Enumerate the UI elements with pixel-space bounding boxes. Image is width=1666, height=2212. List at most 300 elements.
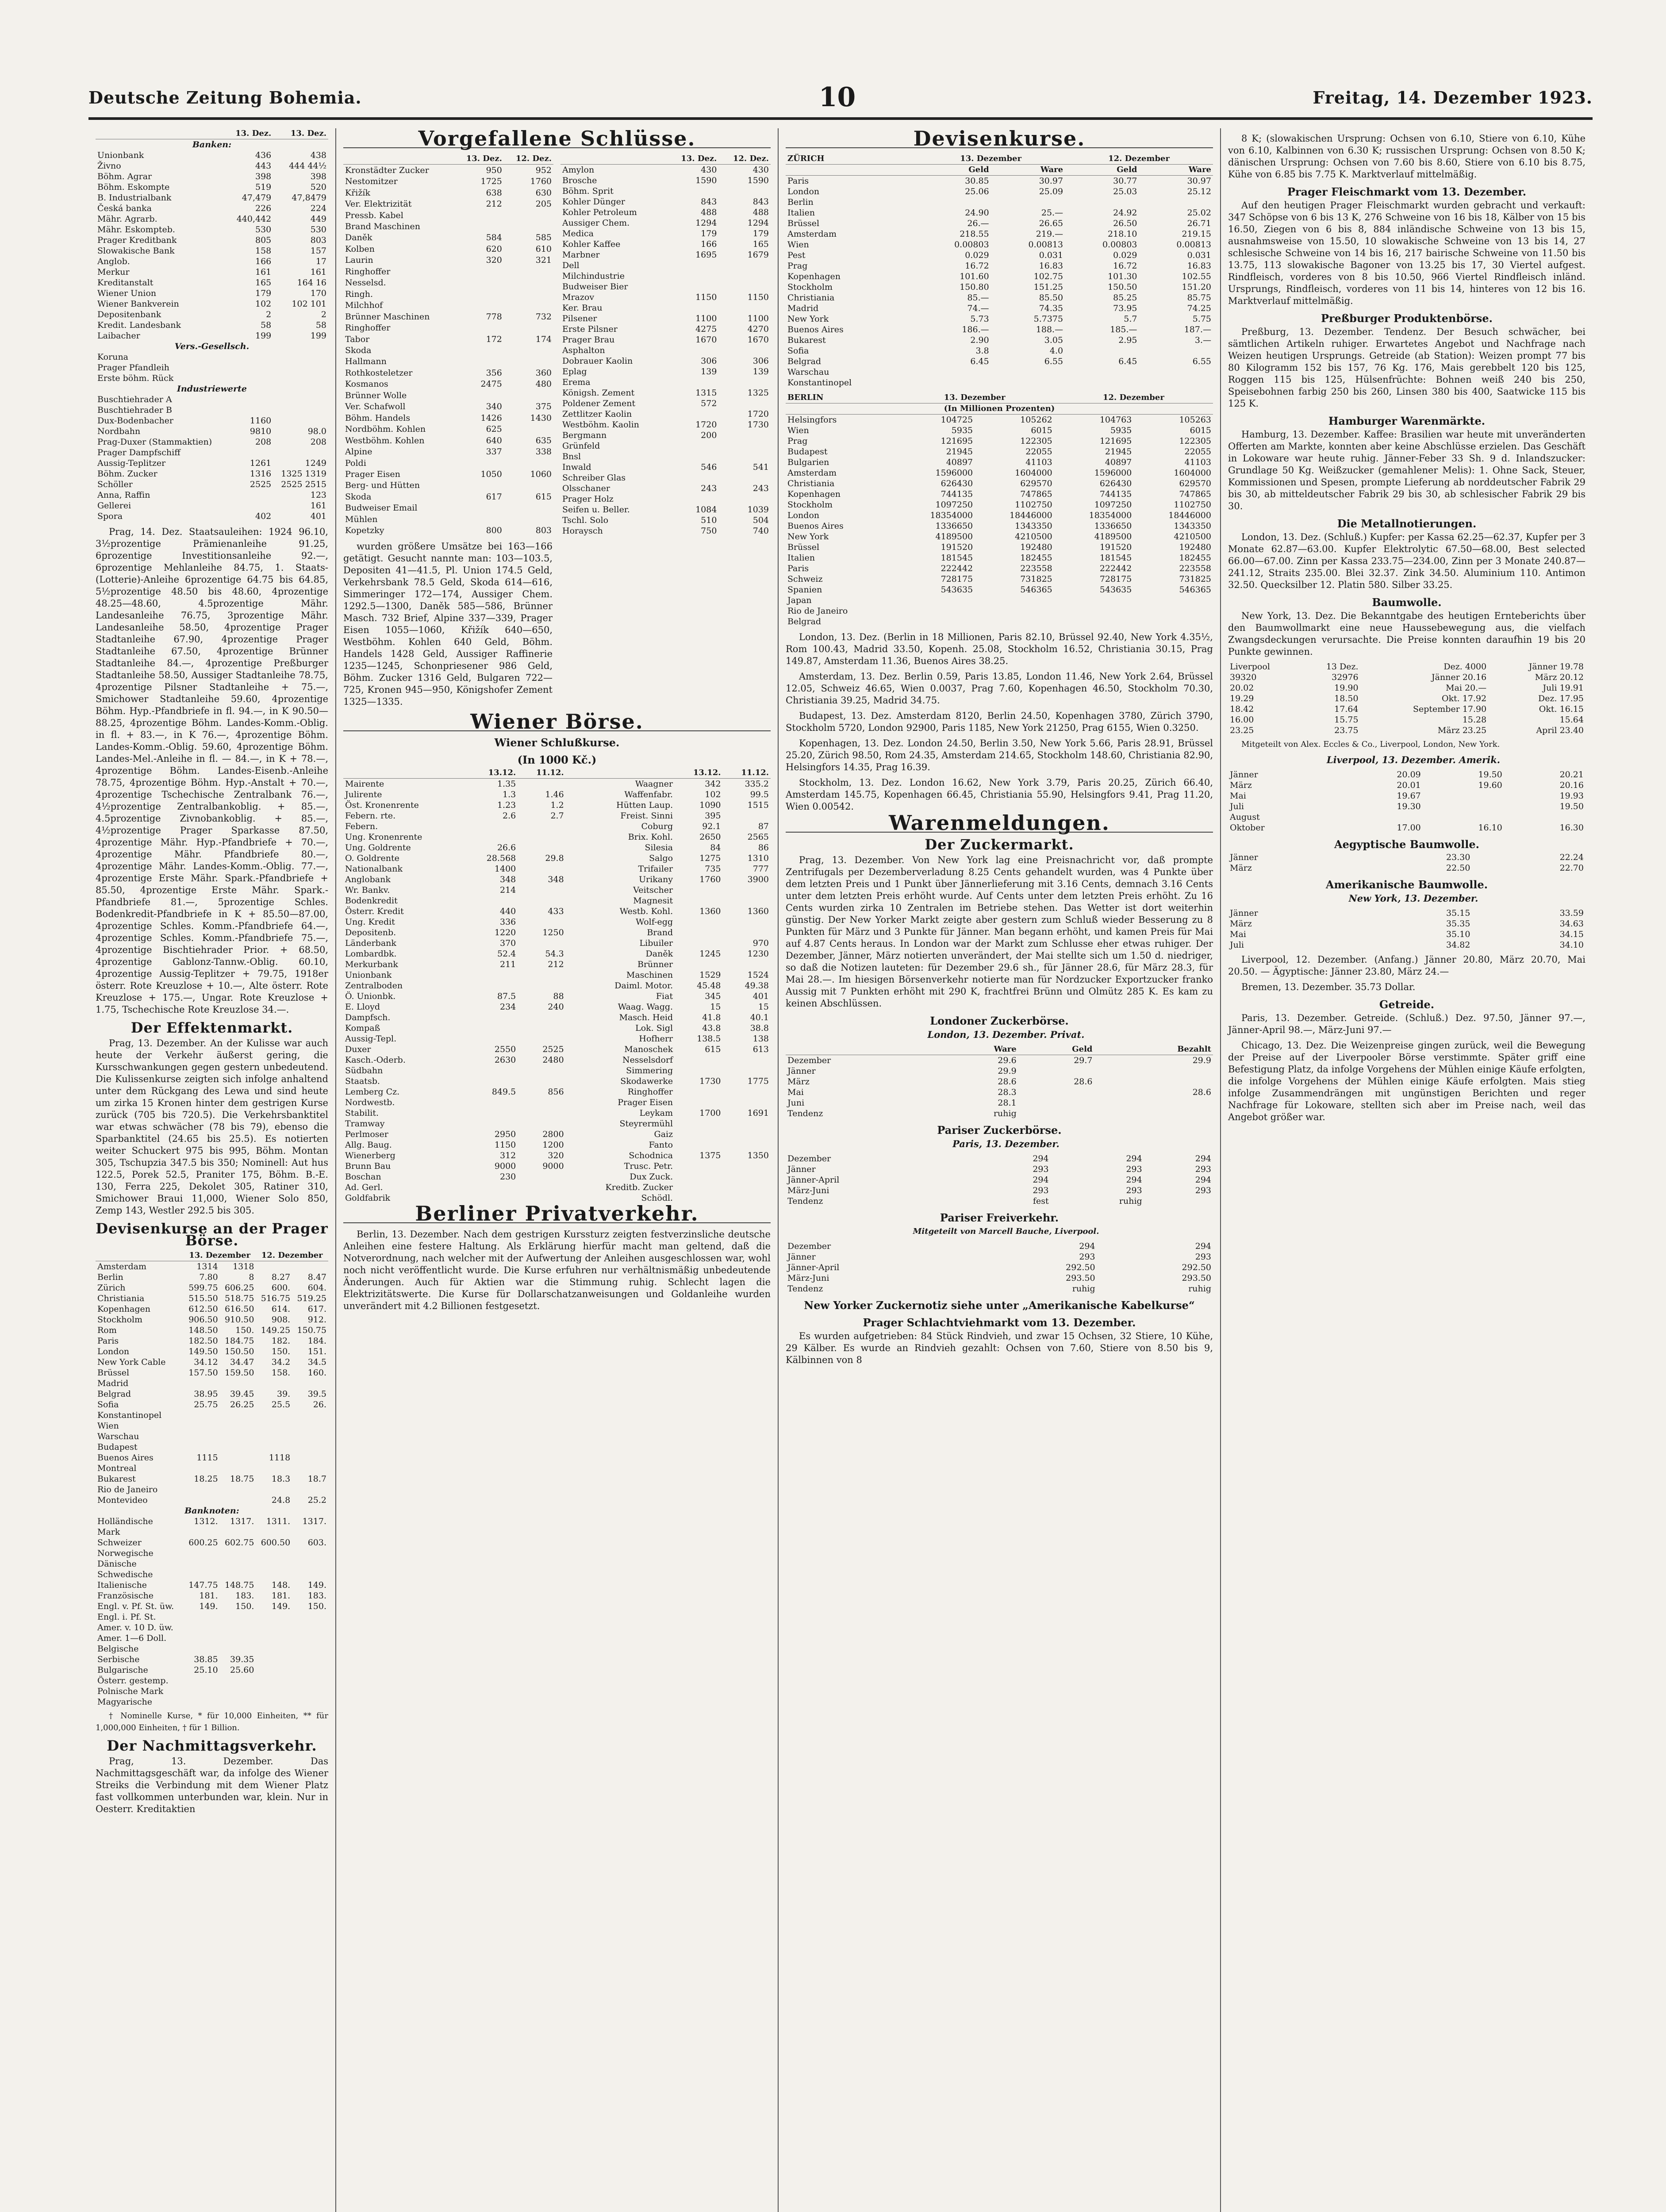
- cell-value: 85.25: [1113, 293, 1137, 303]
- row-label: Stockholm: [97, 1315, 143, 1325]
- cell-value: 294: [1126, 1175, 1142, 1185]
- row-label: Depositenb.: [345, 928, 396, 937]
- cell-value: 85.—: [967, 293, 989, 303]
- cell-value: [518, 1097, 565, 1108]
- row-label: März-Juni: [787, 1186, 829, 1195]
- cell-value: 1118: [269, 1453, 291, 1463]
- table-row: [786, 542, 1213, 553]
- row-label: Böhm. Zucker: [97, 469, 157, 479]
- row-label: Česká banka: [97, 204, 152, 213]
- cell-value: [256, 1654, 292, 1665]
- row-label: Daněk: [345, 233, 372, 243]
- cell-value: Jänner 20.16: [1432, 672, 1487, 682]
- cell-value: 1350: [747, 1151, 769, 1160]
- cell-value: 518.75: [224, 1294, 254, 1303]
- table-row: [560, 218, 771, 228]
- cell-value: 1318: [233, 1262, 254, 1271]
- table-row: [343, 1140, 771, 1150]
- table-row: [1228, 683, 1585, 693]
- table-row: [96, 1357, 328, 1367]
- cell-value: [256, 1612, 292, 1622]
- table-row: [786, 531, 1213, 542]
- table-row: [96, 469, 328, 479]
- cell-value: 600.25: [188, 1538, 218, 1548]
- cell-value: 728175: [940, 574, 973, 584]
- fleischmarkt-heading: Prager Fleischmarkt vom 13. Dezember.: [1287, 185, 1527, 198]
- table-row: [560, 324, 771, 334]
- cell-value: Coburg: [641, 822, 673, 831]
- cell-value: 28.568: [486, 853, 516, 863]
- cell-value: 735: [705, 864, 721, 874]
- cell-value: [256, 1378, 292, 1389]
- table-row: [96, 224, 328, 235]
- row-label: Südbahn: [345, 1066, 383, 1075]
- cell-value: 744135: [1099, 489, 1132, 499]
- cell-value: [256, 1261, 292, 1272]
- row-label: Seifen u. Beller.: [562, 505, 630, 515]
- table-row: [560, 175, 771, 186]
- freiverkehr-table: [786, 1241, 1213, 1294]
- cell-value: Libuiler: [639, 938, 673, 948]
- cell-value: [220, 1633, 256, 1644]
- cell-value: 360: [535, 368, 552, 378]
- date-header: 13. Dez.: [273, 128, 328, 139]
- cell-value: [454, 480, 504, 491]
- cell-value: [292, 1686, 328, 1697]
- row-label: Juli: [1230, 802, 1244, 811]
- cell-value: 148.: [271, 1580, 291, 1590]
- cell-value: 122305: [1020, 436, 1052, 446]
- cell-value: 629570: [1179, 479, 1211, 488]
- table-row: [343, 266, 553, 277]
- table-row: [96, 1537, 328, 1548]
- row-label: Ung. Goldrente: [345, 843, 411, 853]
- column-4: [1221, 128, 1593, 2212]
- cell-value: 214: [499, 885, 516, 895]
- row-label: Kronstädter Zucker: [345, 165, 429, 175]
- row-label: August: [1230, 812, 1260, 822]
- cell-value: 188.—: [1036, 325, 1063, 334]
- cell-value: [292, 1612, 328, 1622]
- cell-value: [675, 1065, 722, 1076]
- row-label: Nesselsd.: [345, 278, 386, 288]
- page-number: 10: [818, 82, 856, 113]
- row-label: Nestomitzer: [345, 177, 398, 187]
- table-row: [96, 426, 328, 437]
- cell-value: 1150: [695, 292, 717, 302]
- berliner-paragraph: Berlin, 13. Dezember. Nach dem gestrigen Kurssturz zeigten festverzinsliche deutsche Anleihen eine festere Haltung. Als Erklärung hierfür macht man geltend, daß die Notverordnung, nach welcher mit der Aufwertung der Anleihen ausgeschlossen war, wohl noch nicht veröffentlicht wurde. Die Kurse erfuhren nur verhältnismäßig unbedeutende Änderungen. Auch für Aktien war die Stimmung ruhig. Schlecht lagen die Elektrizitätswerte. Die Kurse für Dollarschatzanweisungen und Goldanleihe wurden unverändert mit 4.2 Billionen festgesetzt.: [343, 1229, 771, 1311]
- cell-value: 1115: [196, 1453, 218, 1463]
- cell-value: [675, 1055, 722, 1065]
- cell-value: [467, 832, 518, 842]
- cell-value: Silesia: [645, 843, 673, 853]
- cell-value: [454, 266, 504, 277]
- cell-value: 218.55: [960, 229, 989, 239]
- table-row: [786, 186, 1213, 197]
- table-row: [96, 1516, 328, 1527]
- cell-value: 1515: [747, 800, 769, 810]
- row-label: Kopenhagen: [787, 489, 841, 499]
- cell-value: [1139, 367, 1213, 377]
- row-label: Madrid: [787, 303, 819, 313]
- cell-value: [467, 1182, 518, 1193]
- table-row: [1228, 929, 1585, 940]
- cell-value: Juli 19.91: [1543, 683, 1584, 693]
- table-row: [343, 322, 553, 333]
- cell-value: [667, 377, 719, 388]
- row-label: Kopetzky: [345, 526, 384, 536]
- row-label: Paris: [97, 1336, 119, 1346]
- cell-value: [256, 1527, 292, 1537]
- row-label: Belgische: [97, 1644, 139, 1654]
- cell-value: [723, 1161, 771, 1171]
- row-label: Mai: [787, 1087, 804, 1097]
- issue-date: Freitag, 14. Dezember 1923.: [1313, 87, 1593, 108]
- row-label: E. Lloyd: [345, 1002, 380, 1012]
- table-row: [343, 980, 771, 991]
- cell-value: [667, 472, 719, 483]
- table-row: [96, 1622, 328, 1633]
- table-row: [786, 446, 1213, 457]
- row-label: Österr. Kredit: [345, 906, 404, 916]
- cell-value: 179: [701, 229, 717, 238]
- row-label: Slowakische Bank: [97, 246, 175, 256]
- cell-value: [667, 281, 719, 292]
- cell-value: 1.35: [497, 779, 516, 789]
- cell-value: [220, 1431, 256, 1442]
- section-title: Vers.-Gesellsch.: [174, 342, 250, 351]
- table-row: [560, 356, 771, 366]
- cell-value: 40.1: [750, 1013, 769, 1022]
- cell-value: 1679: [747, 250, 769, 260]
- row-label: Perlmoser: [345, 1129, 388, 1139]
- cell-value: 617: [486, 492, 502, 502]
- row-label: Brünner Wolle: [345, 390, 407, 400]
- row-label: Französische: [97, 1591, 154, 1601]
- cell-value: [917, 197, 990, 207]
- row-label: Ö. Unionbk.: [345, 991, 396, 1001]
- cell-value: Hütten Laup.: [616, 800, 673, 810]
- cell-value: 1695: [695, 250, 717, 260]
- footnote: † Nominelle Kurse, * für 10,000 Einheiten, ** für 1,000,000 Einheiten, † für 1 Billion.: [96, 1711, 328, 1732]
- table-row: [786, 468, 1213, 478]
- cell-value: Masch. Heid: [619, 1013, 673, 1022]
- cell-value: [723, 1193, 771, 1203]
- cell-value: 26.6: [497, 843, 516, 853]
- row-label: Ringh.: [345, 289, 373, 299]
- cell-value: [518, 1171, 565, 1182]
- cell-value: [273, 405, 328, 415]
- table-row: [343, 1171, 771, 1182]
- cell-value: 488: [701, 207, 717, 217]
- row-label: Buenos Aires: [787, 521, 844, 531]
- row-label: Merkurbank: [345, 960, 398, 969]
- table-row: [786, 1076, 1213, 1087]
- table-row: [343, 1076, 771, 1087]
- row-label: Febern. rte.: [345, 811, 396, 821]
- cell-value: 121695: [1099, 436, 1132, 446]
- table-row: [1228, 780, 1585, 791]
- cell-value: 49.38: [745, 981, 769, 991]
- table-row: [343, 1150, 771, 1161]
- liverpool-table: [1228, 769, 1585, 833]
- cell-value: [718, 303, 771, 313]
- cell-value: 22.24: [1559, 853, 1584, 862]
- table-row: [343, 938, 771, 949]
- cell-value: 519: [255, 182, 272, 192]
- table-row: [96, 1601, 328, 1612]
- schlachtvieh-paragraph: Es wurden aufgetrieben: 84 Stück Rindvieh, und zwar 15 Ochsen, 32 Stiere, 10 Kühe, 29 Kälber. Es wurde an Rindvieh gezahlt: Ochsen von 7.60, Stiere von 8.50 bis 9, Kälbinnen von 8: [786, 1331, 1213, 1365]
- cell-value: [184, 1378, 220, 1389]
- section-title-row: [96, 1505, 328, 1516]
- cell-value: 515.50: [188, 1294, 218, 1303]
- row-label: Mark: [97, 1527, 120, 1537]
- cell-value: 640: [486, 435, 502, 445]
- table-row: [1228, 918, 1585, 929]
- alex-line: Mitgeteilt von Alex. Eccles & Co., Liverpool, London, New York.: [1241, 740, 1500, 749]
- cell-value: 1590: [695, 176, 717, 185]
- table-row: [786, 606, 1213, 616]
- table-row: [343, 864, 771, 874]
- table-row: [786, 553, 1213, 563]
- row-label: Kohler Kaffee: [562, 239, 621, 249]
- newyork-table: [1228, 908, 1585, 950]
- cell-value: 19.50: [1478, 770, 1502, 780]
- table-row: [343, 991, 771, 1002]
- cell-value: 211: [499, 960, 516, 969]
- cell-value: 1760: [530, 177, 552, 187]
- row-label: Warschau: [787, 367, 829, 377]
- cell-value: 28.1: [998, 1098, 1017, 1108]
- table-row: [560, 239, 771, 250]
- cell-value: 629570: [1020, 479, 1052, 488]
- row-label: Kreditanstalt: [97, 278, 154, 288]
- cell-value: 1294: [747, 218, 769, 228]
- section-title-row: [96, 139, 328, 150]
- cell-value: [220, 1644, 256, 1654]
- row-label: Dezember: [787, 1241, 831, 1251]
- row-label: Boschan: [345, 1172, 381, 1182]
- cell-value: [667, 260, 719, 271]
- zucker-paragraph: Prag, 13. Dezember. Von New York lag eine Preisnachricht vor, daß prompte Zentrifugals per Dezemberverladung 8.25 Cents gehandelt wurden, was 4 Punkte über dem letzten Preis und 1 Punkt über Jännerlieferung mit 3.16 Cents, demnach 3.16 Cents unter dem letzten Preis erhöht wurde. Auf Cents unter dem letzten Preis erhöht. Zu 16 Cents wurden zirka 10 Zentralen im Betriebe stehen. Das Wetter ist dort weiterhin günstig. Der New Yorker Markt zeigte aber gestern zum Schluß wieder Besserung zu 8 Punkten für März und 3 Punkte für Jänner. Man begann erhöht, und kamen Preis für Mai auf 4.87 Cents heraus. In London war der Markt zum Schlusse eher etwas ruhiger. Der Dezember, Jänner, März notierten unverändert, der Mai stellte sich um 1.50 d. niedriger, so daß die Notizen lauteten: für Dezember 29.6 sh., für Jänner 28.6, für März 28.3, für Mai 28.—. Im hiesigen Börsenverkehr notierte man für Nordzucker Exportzucker franko Aussig mit 7 Punkten erhöht mit 290 K, frachtfrei Brünn und Olmütz 285 K. Es kam zu keinen Abschlüssen.: [786, 855, 1213, 1009]
- cell-value: 1230: [747, 949, 769, 959]
- cell-value: [718, 186, 771, 196]
- row-label: Erema: [562, 377, 591, 387]
- cell-value: 1.2: [550, 800, 564, 810]
- cell-value: Brand: [647, 928, 673, 937]
- cell-value: 950: [486, 165, 502, 175]
- cell-value: 22.70: [1559, 863, 1584, 873]
- row-label: Inwald: [562, 462, 591, 472]
- cell-value: September 17.90: [1413, 704, 1487, 714]
- cell-value: 777: [752, 864, 769, 874]
- cell-value: [718, 281, 771, 292]
- cell-value: 1315: [695, 388, 717, 398]
- cell-value: 47,479: [242, 193, 272, 203]
- cell-value: März 23.25: [1437, 726, 1487, 735]
- row-label: Erste böhm. Rück: [97, 373, 174, 383]
- cell-value: 546365: [1020, 585, 1052, 595]
- cell-value: 1700: [699, 1108, 721, 1118]
- table-row: [96, 1665, 328, 1675]
- row-label: Jänner: [787, 1066, 816, 1076]
- table-row: [343, 176, 553, 187]
- cell-value: [723, 1097, 771, 1108]
- cell-value: 856: [548, 1087, 564, 1097]
- cell-value: 1250: [542, 928, 564, 937]
- cell-value: [256, 1431, 292, 1442]
- row-label: Jänner: [1230, 853, 1258, 862]
- cell-value: [675, 1129, 722, 1140]
- row-label: Schreiber Glas: [562, 473, 626, 483]
- cell-value: 803: [310, 235, 326, 245]
- cell-value: 1725: [480, 177, 502, 187]
- row-label: Laurin: [345, 255, 373, 265]
- table-row: [560, 345, 771, 356]
- cell-value: 24.90: [965, 208, 989, 218]
- cell-value: 151.25: [1033, 282, 1063, 292]
- row-label: Kopenhagen: [97, 1304, 150, 1314]
- cell-value: 19.60: [1478, 780, 1502, 790]
- cell-value: 616.50: [224, 1304, 254, 1314]
- cell-value: 170: [310, 288, 326, 298]
- cell-value: 2525: [542, 1045, 564, 1054]
- cell-value: [518, 938, 565, 949]
- row-label: Pilsener: [562, 314, 597, 323]
- cell-value: Magnesit: [633, 896, 673, 906]
- cell-value: 638: [486, 188, 502, 198]
- table-row: [343, 789, 771, 800]
- row-label: Brüssel: [787, 219, 820, 228]
- date-header: 11.12.: [723, 768, 771, 779]
- row-label: Dell: [562, 261, 580, 270]
- cell-value: ruhig: [993, 1109, 1017, 1118]
- cell-value: 805: [255, 235, 272, 245]
- cell-value: 39.35: [230, 1655, 254, 1664]
- cell-value: [454, 457, 504, 469]
- table-row: [96, 246, 328, 256]
- cell-value: [518, 1033, 565, 1044]
- row-label: Jänner: [787, 1164, 816, 1174]
- warenmeldungen-heading: Warenmeldungen.: [786, 817, 1213, 833]
- table-row: [96, 1272, 328, 1283]
- cell-value: 1097250: [1094, 500, 1132, 510]
- liverpool-sub: Liverpool, 13. Dezember. Amerik.: [1326, 754, 1501, 765]
- cell-value: 0.031: [1039, 250, 1063, 260]
- cell-value: [1065, 367, 1139, 377]
- row-label: Dezember: [787, 1056, 831, 1065]
- cell-value: 731825: [1020, 574, 1052, 584]
- cell-value: 1.23: [497, 800, 516, 810]
- cell-value: [723, 1171, 771, 1182]
- table-row: [343, 1108, 771, 1118]
- row-label: Mairente: [345, 779, 384, 789]
- cell-value: [991, 367, 1065, 377]
- cell-value: [454, 300, 504, 311]
- cell-value: 30.77: [1113, 176, 1137, 186]
- cell-value: 35.15: [1446, 908, 1470, 918]
- row-label: Böhm. Eskompte: [97, 182, 170, 192]
- cell-value: [975, 595, 1054, 606]
- cell-value: [229, 362, 273, 373]
- cell-value: 449: [310, 214, 326, 224]
- cell-value: 148.50: [188, 1325, 218, 1335]
- cell-value: 294: [1079, 1241, 1095, 1251]
- cell-value: 906.50: [188, 1315, 218, 1325]
- cell-value: 1084: [695, 505, 717, 515]
- table-row: [1228, 940, 1585, 950]
- row-label: Prag: [787, 436, 808, 446]
- cell-value: [273, 394, 328, 405]
- row-label: Tramway: [345, 1119, 385, 1129]
- table-row: [96, 1580, 328, 1590]
- stock-table-banks: [96, 128, 328, 522]
- cell-value: 6015: [1190, 426, 1211, 435]
- cell-value: [667, 409, 719, 419]
- cell-value: 102.75: [1033, 272, 1063, 281]
- cell-value: 345: [705, 991, 721, 1001]
- cell-value: 28.6: [1074, 1077, 1093, 1087]
- cell-value: 337: [486, 447, 502, 457]
- table-row: [786, 425, 1213, 436]
- table-row: [786, 292, 1213, 303]
- table-row: [786, 1175, 1213, 1185]
- cell-value: Lok. Sigl: [635, 1023, 673, 1033]
- cell-value: 585: [535, 233, 552, 243]
- cell-value: 1596000: [1094, 468, 1132, 478]
- cell-value: 0.00813: [1176, 240, 1211, 250]
- cell-value: 45.48: [697, 981, 721, 991]
- cell-value: [292, 1569, 328, 1580]
- cell-value: 16.83: [1039, 261, 1063, 271]
- row-label: Prag-Duxer (Stammaktien): [97, 437, 212, 447]
- cell-value: 182.50: [188, 1336, 218, 1346]
- cell-value: 30.85: [965, 176, 989, 186]
- cell-value: [723, 1065, 771, 1076]
- cell-value: 222442: [940, 564, 973, 573]
- cell-value: [256, 1548, 292, 1559]
- cell-value: [229, 447, 273, 458]
- row-label: Zentralboden: [345, 981, 403, 991]
- cell-value: 139: [701, 367, 717, 376]
- row-label: Pest: [787, 250, 806, 260]
- cell-value: 28.6: [998, 1077, 1017, 1087]
- fleisch-paragraph: Auf den heutigen Prager Fleischmarkt wurden gebracht und verkauft: 347 Schöpse von 6 bis 13 K, 276 Schweine von 16 bis 18, Kälber von 15 bis 16.50, Ziegen von 6 bis 8, 884 inländische Schweine von 13 bis 15, ausnahmsweise von 15.50, 10 slowakische Schweine von 13 bis 14, 27 schlesische Schweine von 14 bis 16, 217 bairische Schweine von 11.50 bis 13.75, 113 slowakische Bagoner von 13.25 bis 17, 30 Viertel aufgest. Rindfleisch, vorderes von 8 bis 10.50, 966 Viertel Rindfleisch inländ. Ursprungs, Rindfleisch, vorderes von 11 bis 14, hinteres von 12 bis 16. Marktverlauf mittelmäßig.: [1228, 200, 1585, 306]
- cell-value: 151.: [307, 1347, 326, 1356]
- row-label: Koruna: [97, 352, 129, 362]
- cell-value: 530: [310, 225, 326, 234]
- table-row: [96, 1633, 328, 1644]
- row-label: Amsterdam: [97, 1262, 146, 1271]
- cell-value: 306: [752, 356, 769, 366]
- cell-value: [1094, 1076, 1213, 1087]
- cell-value: 165: [255, 278, 272, 288]
- row-label: Prag: [787, 261, 808, 271]
- cell-value: 0.00803: [1102, 240, 1137, 250]
- cell-value: [220, 1452, 256, 1463]
- table-row: [96, 1463, 328, 1474]
- cell-value: [220, 1697, 256, 1707]
- cell-value: [467, 1118, 518, 1129]
- row-label: März: [1230, 863, 1252, 873]
- cell-value: 615: [535, 492, 552, 502]
- cell-value: 230: [499, 1172, 516, 1182]
- table-row: [96, 1654, 328, 1665]
- table-row: [343, 491, 553, 502]
- cell-value: 84: [710, 843, 721, 853]
- cell-value: 208: [255, 437, 272, 447]
- cell-value: 87: [758, 822, 769, 831]
